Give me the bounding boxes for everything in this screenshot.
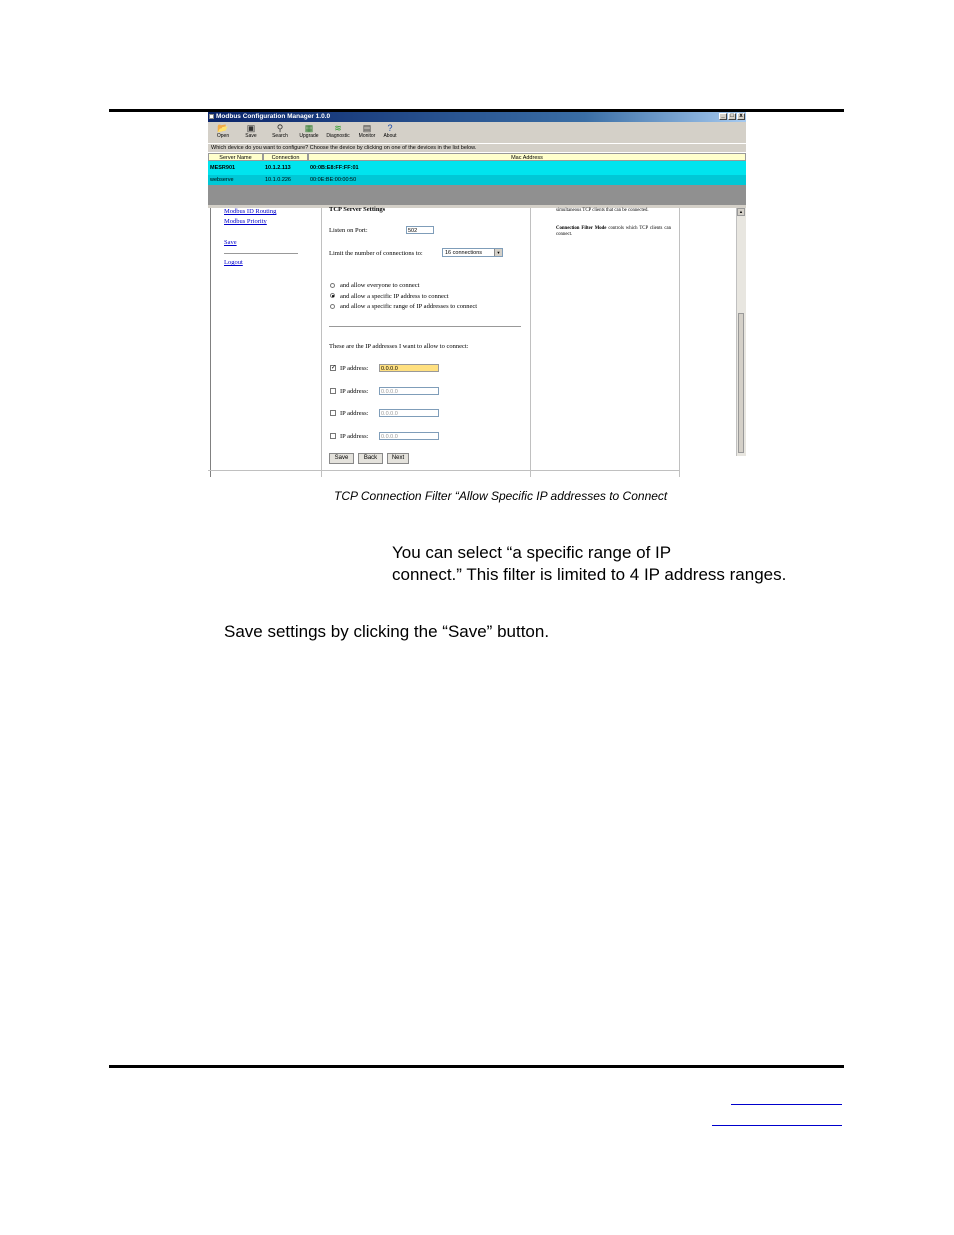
toolbar bbox=[208, 122, 746, 143]
app-icon bbox=[209, 114, 214, 119]
help-text-1: simultaneous TCP clients that can be connected. bbox=[556, 208, 649, 213]
ip-label-4: IP address: bbox=[340, 433, 369, 440]
about-button[interactable] bbox=[376, 123, 404, 139]
device-table bbox=[208, 153, 746, 185]
nav-link-save[interactable]: Save bbox=[224, 239, 237, 246]
ip-input-4[interactable]: 0.0.0.0 bbox=[379, 432, 439, 440]
open-button[interactable] bbox=[209, 123, 237, 139]
ip-input-2[interactable]: 0.0.0.0 bbox=[379, 387, 439, 395]
window-titlebar bbox=[208, 112, 746, 122]
mac-cell: 00:0E:BE:00:00:50 bbox=[310, 177, 357, 183]
scroll-up-icon[interactable]: ▲ bbox=[737, 208, 745, 216]
radio-label-specific: and allow a specific IP address to connect bbox=[340, 293, 449, 300]
help-icon: ? bbox=[387, 123, 393, 133]
scroll-thumb[interactable] bbox=[738, 313, 744, 453]
disk-icon: ▣ bbox=[246, 123, 256, 133]
footer-link-1[interactable] bbox=[731, 1104, 842, 1105]
about-label: About bbox=[383, 133, 397, 139]
ip-checkbox-1[interactable]: ✓ bbox=[331, 365, 337, 371]
nav-link-logout[interactable]: Logout bbox=[224, 259, 243, 266]
radio-allow-specific[interactable] bbox=[330, 293, 335, 298]
nav-divider bbox=[224, 253, 298, 254]
help-text-2-rest: controls which TCP clients can connect. bbox=[556, 226, 671, 237]
save-toolbar-button[interactable] bbox=[237, 123, 265, 139]
folder-icon: 📂 bbox=[217, 123, 229, 133]
limit-label: Limit the number of connections to: bbox=[329, 250, 423, 257]
app-screenshot bbox=[208, 112, 746, 477]
save-button[interactable]: Save bbox=[329, 453, 354, 464]
ip-label-3: IP address: bbox=[340, 410, 369, 417]
scrollbar[interactable] bbox=[736, 208, 746, 456]
back-button[interactable]: Back bbox=[358, 453, 383, 464]
help-bold-term: Connection Filter Mode bbox=[556, 226, 607, 231]
ip-checkbox-4[interactable] bbox=[330, 433, 336, 439]
minimize-button[interactable]: _ bbox=[719, 113, 727, 120]
mac-cell: 00:0B:E8:FF:FF:01 bbox=[310, 165, 359, 171]
ip-label-1: IP address: bbox=[340, 365, 369, 372]
search-label: Search bbox=[272, 133, 288, 139]
upgrade-icon: ▦ bbox=[304, 123, 314, 133]
port-input[interactable]: 502 bbox=[406, 226, 434, 234]
paragraph-line-1: You can select “a specific range of IP bbox=[392, 543, 672, 562]
close-button[interactable]: x bbox=[737, 113, 745, 120]
connection-cell: 10.1.2.113 bbox=[265, 165, 291, 171]
form-divider bbox=[329, 326, 521, 327]
footer-rule bbox=[109, 1065, 844, 1068]
device-list-empty-area bbox=[208, 185, 746, 205]
diagnostic-button[interactable] bbox=[324, 123, 352, 139]
nav-link-priority[interactable]: Modbus Priority bbox=[224, 218, 267, 225]
radio-allow-range[interactable] bbox=[330, 304, 335, 309]
radio-label-range: and allow a specific range of IP addresses to connect bbox=[340, 303, 478, 310]
open-label: Open bbox=[216, 133, 230, 139]
col-header-mac[interactable]: Mac Address bbox=[308, 153, 746, 161]
connections-select-value: 16 connections bbox=[445, 250, 482, 256]
nav-link-id-routing[interactable]: Modbus ID Routing bbox=[224, 208, 277, 215]
device-prompt: Which device do you want to configure? Choose the device by clicking on one of the devices in the list below. bbox=[208, 143, 746, 152]
help-text-2 bbox=[556, 226, 671, 238]
ip-input-3[interactable]: 0.0.0.0 bbox=[379, 409, 439, 417]
connection-cell: 10.1.0.226 bbox=[265, 177, 291, 183]
tcp-settings-form bbox=[320, 208, 531, 477]
port-label: Listen on Port: bbox=[329, 227, 368, 234]
ip-checkbox-2[interactable] bbox=[330, 388, 336, 394]
content-bottom-border bbox=[208, 470, 680, 471]
next-button[interactable]: Next bbox=[387, 453, 409, 464]
help-panel bbox=[531, 208, 680, 477]
col-header-connection[interactable]: Connection bbox=[263, 153, 308, 161]
ip-input-1[interactable]: 0.0.0.0 bbox=[379, 364, 439, 372]
paragraph-line-2: connect.” This filter is limited to 4 IP address ranges. bbox=[392, 565, 787, 584]
server-name-cell: MESR901 bbox=[210, 165, 236, 171]
form-heading: TCP Server Settings bbox=[329, 206, 386, 213]
ip-checkbox-3[interactable] bbox=[330, 410, 336, 416]
footer-link-2[interactable] bbox=[712, 1125, 842, 1126]
monitor-icon: ▤ bbox=[362, 123, 372, 133]
ip-intro-text: These are the IP addresses I want to allow to connect: bbox=[329, 343, 469, 350]
server-name-cell: webserve bbox=[210, 177, 234, 183]
upgrade-button[interactable] bbox=[295, 123, 323, 139]
save-label: Save bbox=[245, 133, 257, 139]
window-title: Modbus Configuration Manager 1.0.0 bbox=[216, 113, 331, 120]
col-header-server[interactable]: Server Name bbox=[208, 153, 263, 161]
search-button[interactable] bbox=[266, 123, 294, 139]
left-nav bbox=[210, 208, 322, 477]
connections-select[interactable] bbox=[442, 248, 503, 257]
table-row[interactable] bbox=[208, 175, 746, 185]
upgrade-label: Upgrade bbox=[299, 133, 319, 139]
maximize-button[interactable]: □ bbox=[728, 113, 736, 120]
table-row[interactable] bbox=[208, 161, 746, 175]
diagnostic-label: Diagnostic bbox=[326, 133, 350, 139]
config-content bbox=[208, 208, 746, 477]
search-icon: ⚲ bbox=[276, 123, 284, 133]
device-table-header bbox=[208, 153, 746, 161]
diagnostic-icon: ≋ bbox=[334, 123, 342, 133]
radio-allow-everyone[interactable] bbox=[330, 283, 335, 288]
ip-label-2: IP address: bbox=[340, 388, 369, 395]
chevron-down-icon: ▼ bbox=[494, 249, 502, 256]
figure-caption: TCP Connection Filter “Allow Specific IP addresses to Connect bbox=[334, 489, 668, 503]
monitor-label: Monitor bbox=[358, 133, 376, 139]
radio-label-everyone: and allow everyone to connect bbox=[340, 282, 420, 289]
save-instruction: Save settings by clicking the “Save” button. bbox=[224, 622, 550, 641]
